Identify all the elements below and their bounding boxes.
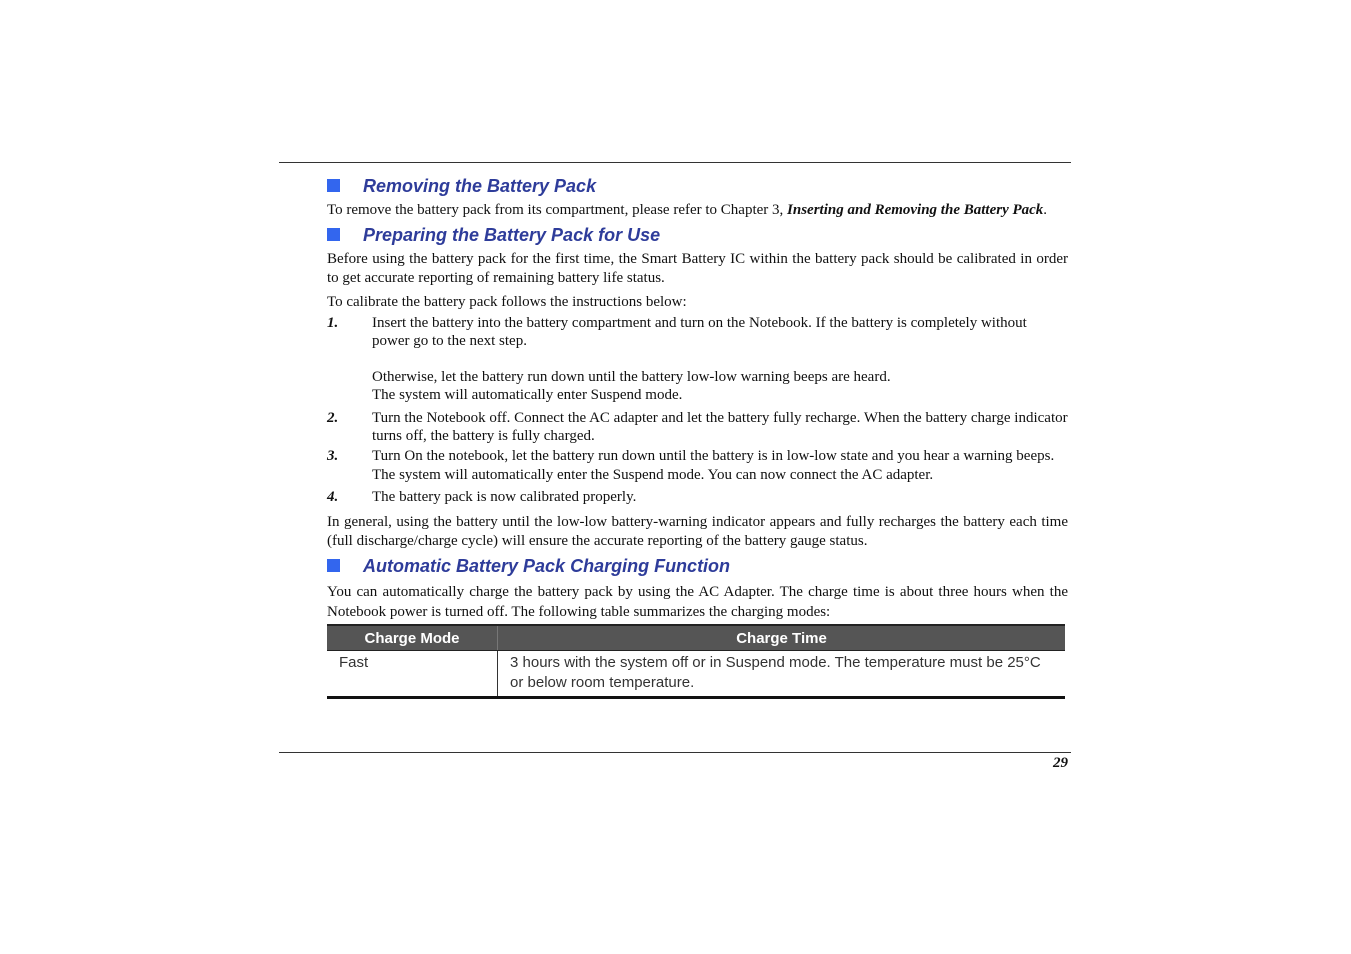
list-item bbox=[327, 409, 1068, 445]
preparing-intro: Before using the battery pack for the first time, the Smart Battery IC within the battery pack should be calibrated in order to get accurate reporting of remaining battery life status. bbox=[327, 251, 1068, 286]
step-text: The battery pack is now calibrated properly. bbox=[372, 489, 637, 505]
step-number: 1. bbox=[327, 315, 339, 331]
step-text-extra: The system will automatically enter Suspend mode. bbox=[372, 387, 683, 403]
charging-intro: You can automatically charge the battery pack by using the AC Adapter. The charge time is about three hours when the Notebook power is turned off. The following table summarizes the charging modes: bbox=[327, 584, 1068, 620]
table-cell-time: 3 hours with the system off or in Suspend mode. The temperature must be 25°C or below room temperature. bbox=[498, 651, 1066, 698]
calibrate-lead: To calibrate the battery pack follows the instructions below: bbox=[327, 294, 687, 310]
step-number: 2. bbox=[327, 410, 339, 426]
square-bullet-icon bbox=[327, 179, 340, 192]
bottom-rule bbox=[279, 752, 1071, 753]
calibration-steps bbox=[327, 314, 1068, 506]
section-heading-charging bbox=[327, 554, 1068, 578]
square-bullet-icon bbox=[327, 228, 340, 241]
list-item bbox=[327, 447, 1068, 485]
chapter-reference: Inserting and Removing the Battery Pack bbox=[787, 202, 1044, 218]
section-heading-removing bbox=[327, 174, 1068, 198]
step-number: 4. bbox=[327, 489, 339, 505]
section-title: Removing the Battery Pack bbox=[363, 175, 597, 196]
step-text: Turn On the notebook, let the battery run down until the battery is in low-low state and you hear a warning beeps. The system will automatically enter the Suspend mode. You can now connect the AC adapter. bbox=[372, 448, 1055, 483]
table-header-row bbox=[327, 625, 1065, 651]
section-title: Preparing the Battery Pack for Use bbox=[363, 224, 661, 245]
charging-modes-table bbox=[327, 624, 1065, 699]
section-heading-preparing bbox=[327, 223, 1068, 247]
removing-paragraph bbox=[327, 201, 1068, 220]
column-header-charge-time: Charge Time bbox=[498, 625, 1066, 651]
top-rule bbox=[279, 162, 1071, 163]
column-header-charge-mode: Charge Mode bbox=[327, 625, 498, 651]
step-number: 3. bbox=[327, 448, 339, 464]
step-text: Insert the battery into the battery compartment and turn on the Notebook. If the battery is completely without power go to the next step. bbox=[372, 315, 1027, 349]
table-row bbox=[327, 651, 1065, 698]
step-text-extra: Otherwise, let the battery run down until the battery low-low warning beeps are heard. bbox=[372, 369, 891, 385]
page-number: 29 bbox=[1053, 755, 1068, 771]
removing-text-end: . bbox=[1043, 202, 1048, 218]
list-item bbox=[327, 488, 1068, 506]
list-item bbox=[327, 314, 1068, 404]
removing-text: To remove the battery pack from its compartment, please refer to Chapter 3, bbox=[327, 202, 788, 218]
table-cell-mode: Fast bbox=[327, 651, 498, 698]
step-text: Turn the Notebook off. Connect the AC adapter and let the battery fully recharge. When the battery charge indicator turns off, the battery is fully charged. bbox=[372, 410, 1068, 444]
square-bullet-icon bbox=[327, 559, 340, 572]
page-content bbox=[327, 174, 1068, 699]
section-title: Automatic Battery Pack Charging Function bbox=[363, 555, 731, 576]
general-paragraph: In general, using the battery until the low-low battery-warning indicator appears and fully recharges the battery each time (full discharge/charge cycle) will ensure the accurate reporting of the battery gauge status. bbox=[327, 514, 1068, 549]
